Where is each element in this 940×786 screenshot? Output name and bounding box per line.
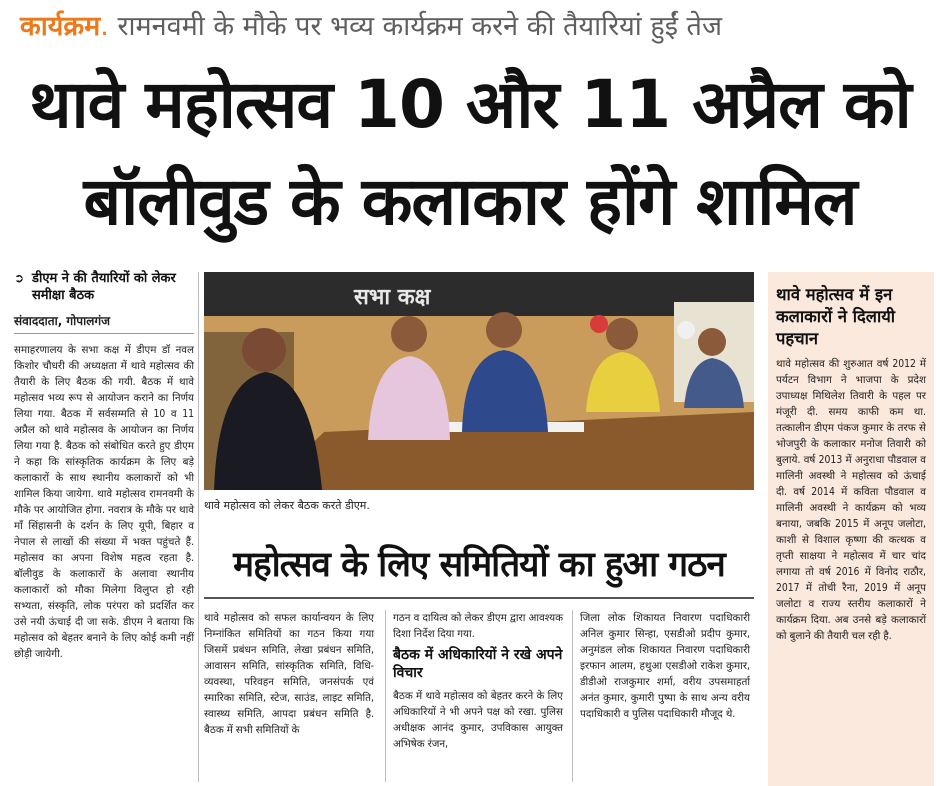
column-a	[204, 610, 374, 738]
headline-line-1: थावे महोत्सव 10 और 11 अप्रैल को	[29, 66, 911, 143]
bullet-title: ➲ डीएम ने की तैयारियों को लेकर समीक्षा बैठक	[14, 270, 194, 304]
column-divider	[572, 610, 573, 782]
column-c-body: जिला लोक शिकायत निवारण पदाधिकारी अनिल कुमार सिन्हा, एसडीओ प्रदीप कुमार, अनुमंडल लोक शिकायत निवारण पदाधिकारी इरफान आलम, हथुआ एसडीओ राकेश कुमार, डीडीओ राजकुमार शर्मा, वरीय उपसमाहर्ता अनंत कुमार, कुमारी पुष्पा के साथ अन्य वरीय पदाधिकारी व पुलिस पदाधिकारी मौजूद थे.	[580, 612, 750, 720]
column-b	[393, 610, 563, 752]
left-column	[14, 270, 194, 662]
headline-line-2: बॉलीवुड के कलाकार होंगे शामिल	[83, 163, 857, 240]
column-divider	[385, 610, 386, 782]
column-divider	[198, 272, 199, 782]
meeting-photo	[204, 272, 754, 490]
left-body: समाहरणालय के सभा कक्ष में डीएम डॉ नवल किशोर चौधरी की अध्यक्षता में थावे महोत्सव की तैयारी के लिए बैठक की गयी. बैठक में थावे महोत्सव भव्य रूप से आयोजन कराने का निर्णय लिया गया. बैठक में सर्वसम्मति से 10 व 11 अप्रैल को थावे महोत्सव के आयोजन का निर्णय लिया गया है. बैठक को संबोधित करते हुए डीएम ने कहा कि सांस्कृतिक कार्यक्रम के लिए बड़े कलाकारों के साथ स्थानीय कलाकारों को भी शामिल किया जायेगा. थावे महोत्सव रामनवमी के मौके पर आयोजित होगा. नवरात्र के मौके पर थावे माँ सिंहासनी के दर्शन के लिए यूपी, बिहार व नेपाल से लाखों की संख्या में भक्त पहुंचते हैं. महोत्सव का अपना विशेष महत्व रहता है. बॉलीवुड के कलाकारों के अलावा स्थानीय कलाकारों को मौका मिलेगा विलुप्त हो रही सभ्यता, संस्कृति, लोक परंपरा को प्रदर्शित कर उसे नयी ऊंचाई दी जा सके. डीएम ने बताया कि महोत्सव को बेहतर बनाने के लिए कोई कमी नहीं छोड़ी जायेगी.	[14, 344, 194, 660]
kicker-line	[20, 6, 722, 43]
column-b-minihead: बैठक में अधिकारियों ने रखे अपने विचार	[393, 647, 563, 681]
sidebar-body: थावे महोत्सव की शुरुआत वर्ष 2012 में पर्यटन विभाग ने भाजपा के प्रदेश उपाध्यक्ष मिथिलेश तिवारी के पहल पर मंजूरी दी. समय काफी कम था. तत्कालीन डीएम पंकज कुमार के तरफ से भोजपुरी के कलाकार मनोज तिवारी को बुलाये. वर्ष 2013 में अनुराधा पौडवाल व मालिनी अवस्थी ने महोत्सव को ऊंचाई दी. वर्ष 2014 में कविता पौडवाल व मालिनी अवस्थी ने कार्यक्रम को भव्य बनाया, जबकि 2015 में अनूप जलोटा, काशी से विशाल कृष्णा की कत्थक व तृप्ती साक्षया ने महोत्सव में चार चांद लगाया तो वर्ष 2016 में विनोद राठौर, 2017 में तोची रैना, 2019 में अनूप जलोटा व राज्य स्तरीय कलाकारों ने कार्यक्रम दिया. अब उनसे बड़े कलाकारों को बुलाने की तैयारी चल रही है.	[776, 358, 926, 642]
photo-caption: थावे महोत्सव को लेकर बैठक करते डीएम.	[204, 499, 370, 512]
kicker-tag: कार्यक्रम	[20, 11, 101, 42]
subhead: महोत्सव के लिए समितियों का हुआ गठन	[204, 540, 754, 599]
byline: संवाददाता, गोपालगंज	[14, 312, 194, 334]
kicker-separator: .	[100, 11, 109, 42]
kicker-text: रामनवमी के मौके पर भव्य कार्यक्रम करने की तैयारियां हुईं तेज	[108, 11, 722, 42]
column-c	[580, 610, 750, 722]
column-b-body-bottom: बैठक में थावे महोत्सव को बेहतर करने के लिए अधिकारियों ने भी अपने पक्ष को रखा. पुलिस अधीक्षक आनंद कुमार, उपविकास आयुक्त अभिषेक रंजन,	[393, 690, 563, 750]
column-a-body: थावे महोत्सव को सफल कार्यान्वयन के लिए निम्नांकित समितियों का गठन किया गया जिसमें प्रबंधन समिति, लेखा प्रबंधन समिति, आवासन समिति, सांस्कृतिक समिति, विधि-व्यवस्था, परिवहन समिति, जनसंपर्क एवं स्मारिका समिति, स्टेज, साउंड, लाइट समिति, स्वास्थ्य समिति, आपदा प्रबंधन समिति है. बैठक में सभी समितियों के	[204, 612, 374, 736]
sidebar-title: थावे महोत्सव में इन कलाकारों ने दिलायी पहचान	[776, 285, 896, 348]
hall-banner-text: सभा कक्ष	[354, 285, 431, 310]
column-b-body-top: गठन व दायित्व को लेकर डीएम द्वारा आवश्यक दिशा निर्देश दिया गया.	[393, 612, 563, 640]
sidebar-box	[768, 272, 934, 786]
